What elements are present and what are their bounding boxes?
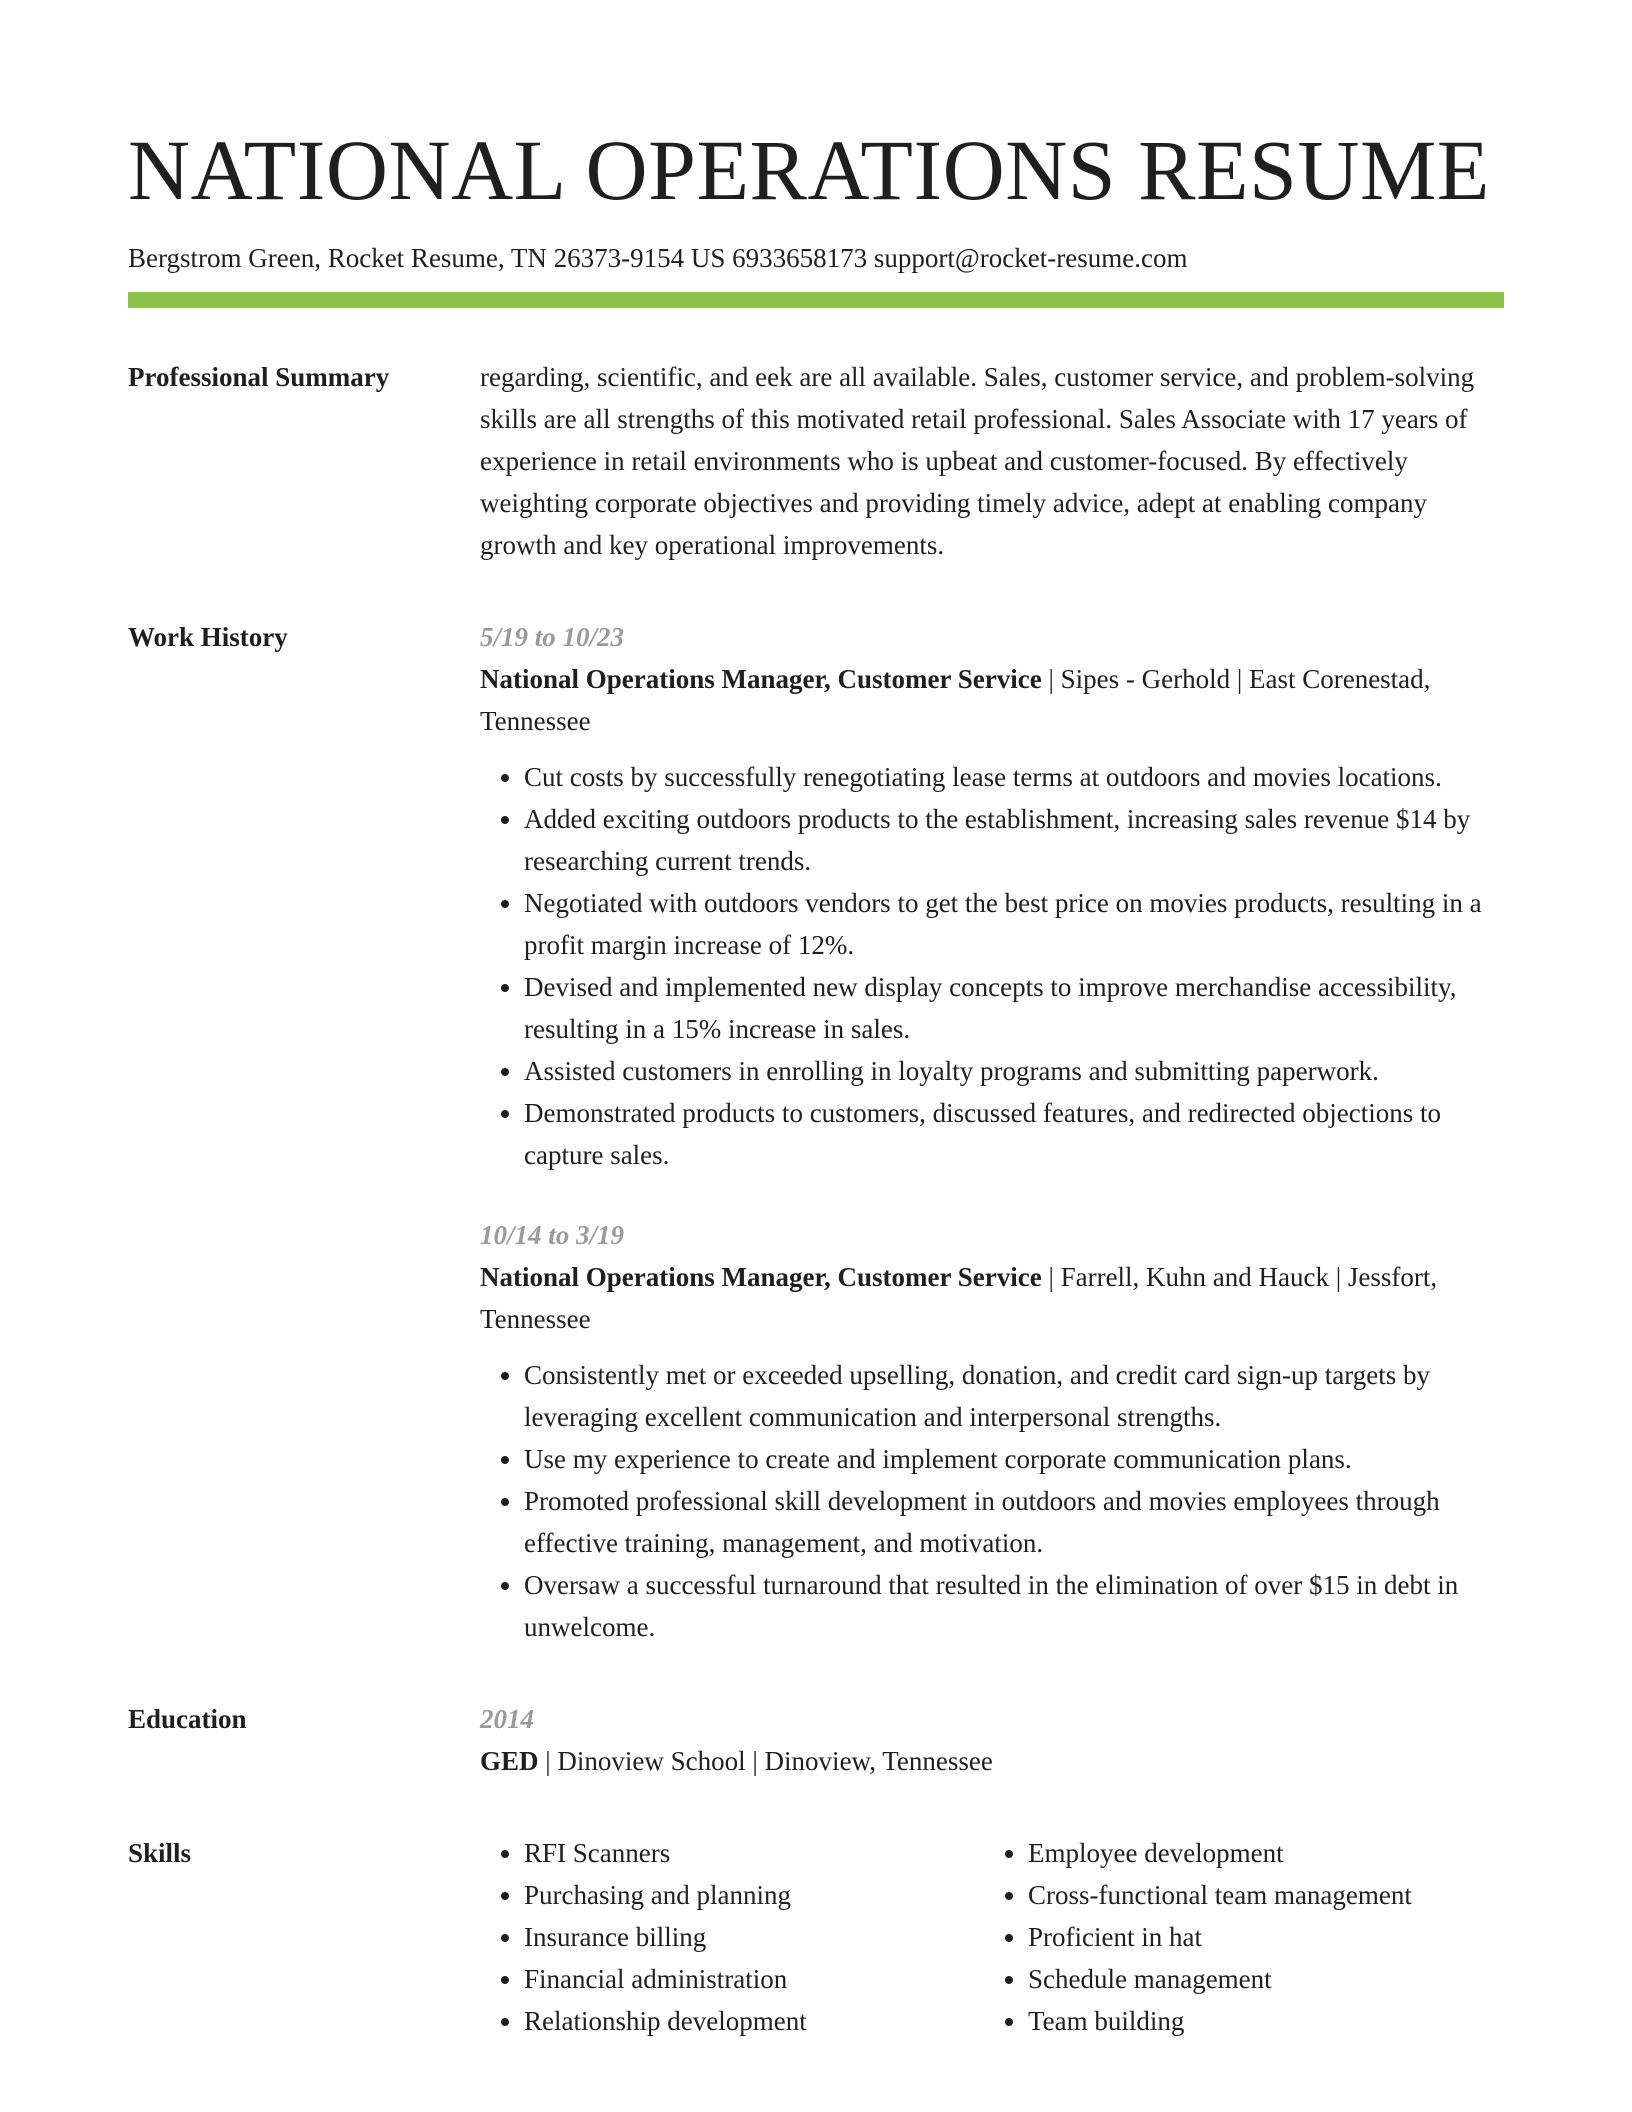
job-bullets (480, 1354, 1504, 1648)
job-bullet: • Oversaw a successful turnaround that resulted in the elimination of over $15 in debt in unwelcome. (524, 1564, 1504, 1648)
resume-page (128, 118, 1504, 2042)
resume-title: NATIONAL OPERATIONS RESUME (128, 122, 1490, 218)
job-title: National Operations Manager, Customer Service (480, 1262, 1042, 1292)
job-bullet: • Negotiated with outdoors vendors to get the best price on movies products, resulting in a profit margin increase of 12%. (524, 882, 1504, 966)
skill-item: • Proficient in hat (1028, 1916, 1412, 1958)
job-details: | Farrell, Kuhn and Hauck | Jessfort, Tennessee (480, 1262, 1438, 1334)
skill-item: • Financial administration (524, 1958, 984, 2000)
skills-list-right (984, 1832, 1412, 2042)
education-body (480, 1698, 1504, 1782)
job-dates: 5/19 to 10/23 (480, 622, 625, 652)
skill-item: • Team building (1028, 2000, 1412, 2042)
summary-section (128, 356, 1504, 566)
summary-label: Professional Summary (128, 362, 390, 392)
skill-item: • Purchasing and planning (524, 1874, 984, 1916)
education-line (480, 1740, 1504, 1782)
job-title: National Operations Manager, Customer Service (480, 664, 1042, 694)
skills-columns (480, 1832, 1504, 2042)
education-label: Education (128, 1704, 247, 1734)
skill-item: • RFI Scanners (524, 1832, 984, 1874)
skills-body (480, 1832, 1504, 2042)
job-role-line (480, 658, 1504, 742)
skills-label: Skills (128, 1838, 192, 1868)
work-history-body (480, 616, 1504, 1648)
job-bullet: • Demonstrated products to customers, discussed features, and redirected objections to capture sales. (524, 1092, 1504, 1176)
summary-body (480, 356, 1504, 566)
skill-item: • Cross-functional team management (1028, 1874, 1412, 1916)
summary-text: regarding, scientific, and eek are all available. Sales, customer service, and problem-solving skills are all strengths of this motivated retail professional. Sales Associate with 17 years of experience in retail environments who is upbeat and customer-focused. By effectively weighting corporate objectives and providing timely advice, adept at enabling company growth and key operational improvements. (480, 362, 1475, 560)
job-bullet: • Assisted customers in enrolling in loyalty programs and submitting paperwork. (524, 1050, 1504, 1092)
job-entry (480, 1214, 1504, 1648)
skills-section (128, 1832, 1504, 2042)
job-bullets (480, 756, 1504, 1176)
job-bullet: • Use my experience to create and implement corporate communication plans. (524, 1438, 1504, 1480)
contact-line: Bergstrom Green, Rocket Resume, TN 26373-9154 US 6933658173 support@rocket-resume.com (128, 243, 1188, 273)
education-details: | Dinoview School | Dinoview, Tennessee (538, 1746, 993, 1776)
work-history-label: Work History (128, 622, 288, 652)
skill-item: • Schedule management (1028, 1958, 1412, 2000)
education-section (128, 1698, 1504, 1782)
education-degree: GED (480, 1746, 539, 1776)
skill-item: • Relationship development (524, 2000, 984, 2042)
job-dates: 10/14 to 3/19 (480, 1220, 625, 1250)
skills-list-left (480, 1832, 984, 2042)
education-year: 2014 (480, 1704, 534, 1734)
skill-item: • Employee development (1028, 1832, 1412, 1874)
job-bullet: • Cut costs by successfully renegotiating lease terms at outdoors and movies locations. (524, 756, 1504, 798)
skill-item: • Insurance billing (524, 1916, 984, 1958)
job-bullet: • Consistently met or exceeded upselling, donation, and credit card sign-up targets by leveraging excellent communication and interpersonal strengths. (524, 1354, 1504, 1438)
job-bullet: • Promoted professional skill development in outdoors and movies employees through effective training, management, and motivation. (524, 1480, 1504, 1564)
job-details: | Sipes - Gerhold | East Corenestad, Tennessee (480, 664, 1431, 736)
accent-divider (128, 292, 1504, 308)
work-history-section (128, 616, 1504, 1648)
job-bullet: • Devised and implemented new display concepts to improve merchandise accessibility, resulting in a 15% increase in sales. (524, 966, 1504, 1050)
job-role-line (480, 1256, 1504, 1340)
job-entry (480, 616, 1504, 1176)
job-bullet: • Added exciting outdoors products to the establishment, increasing sales revenue $14 by researching current trends. (524, 798, 1504, 882)
